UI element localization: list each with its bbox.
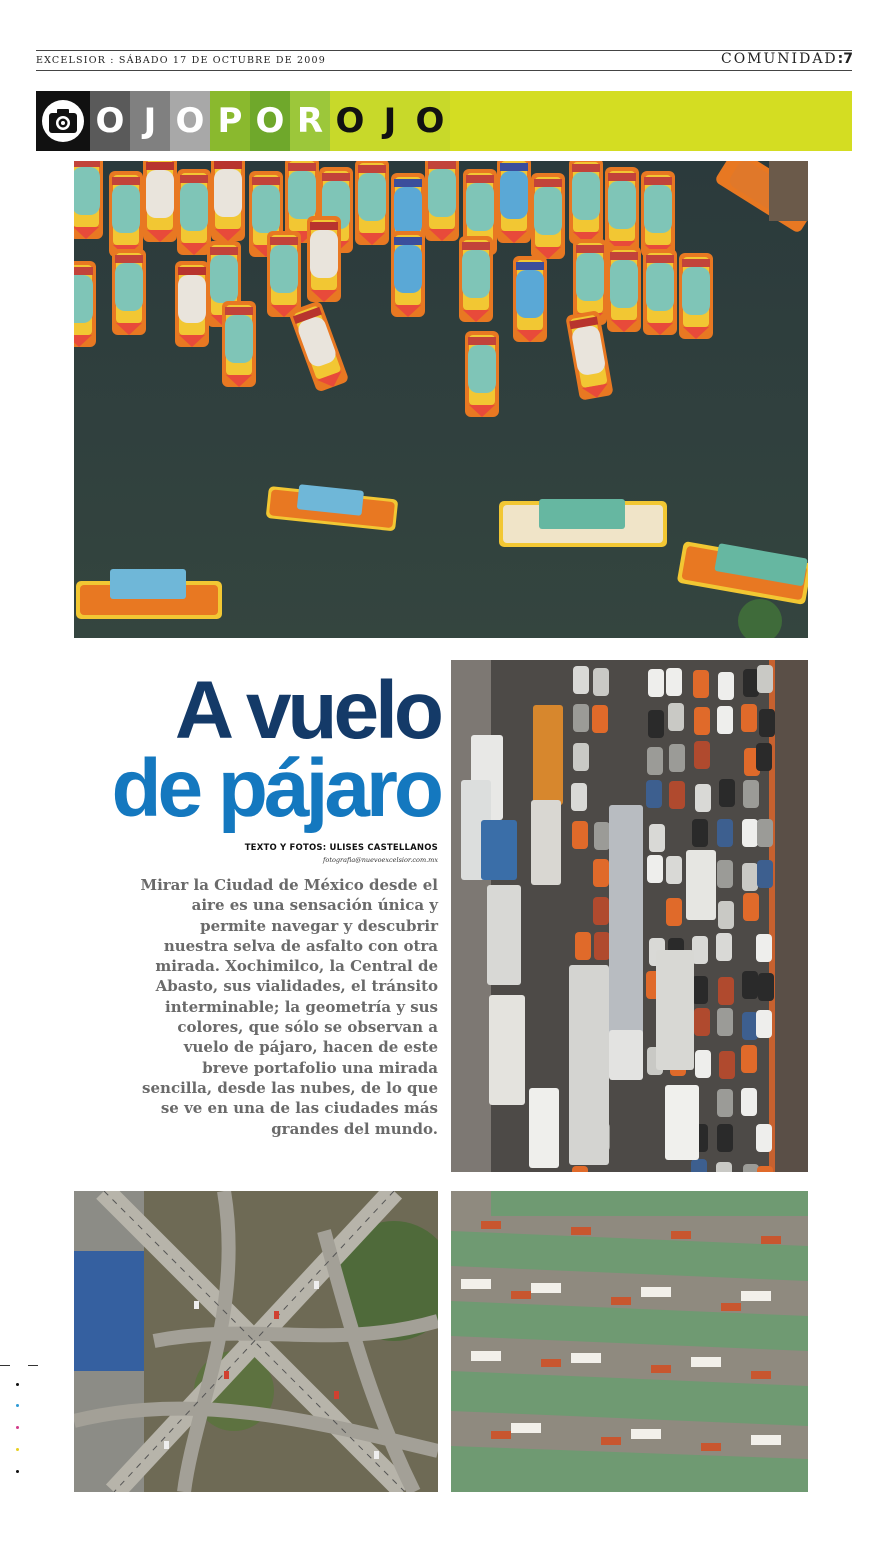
highway-interchange-photo [74,1191,438,1492]
masthead-dateline: EXCELSIOR : SÁBADO 17 DE OCTUBRE DE 2009 [36,55,327,66]
lede-paragraph: Mirar la Ciudad de México desde el aire es una sensación única y permite navegar y descubrir nuestra selva de asfalto con otra mirada. Xochimilco, la Central de Abasto, sus vialidades, el tránsito interminable; la geometría y sus colores, que sólo se observan a vuelo de pájaro, hacen de este breve portafolio una mirada sencilla, desde las nubes, de lo que se ve en una de las ciudades más grandes del mundo. [140,876,438,1138]
car [758,973,774,1001]
car [575,932,591,960]
car [646,780,662,808]
byline-email: fotografia@nuevoexcelsior.com.mx [323,856,438,864]
car [742,971,758,999]
car [648,669,664,697]
car [719,1051,735,1079]
car [593,897,609,925]
car [693,670,709,698]
car [593,859,609,887]
car [743,669,759,697]
car [573,743,589,771]
car [757,819,773,847]
car [669,781,685,809]
car [741,1088,757,1116]
car [743,893,759,921]
car [594,932,610,960]
margin-dot [16,1426,19,1429]
car [718,672,734,700]
car [573,666,589,694]
car [759,709,775,737]
car [756,743,772,771]
car [716,1162,732,1172]
car [756,1010,772,1038]
banner-letter: J [130,91,170,151]
car [592,705,608,733]
car [717,860,733,888]
car [691,1159,707,1172]
car [743,1164,759,1172]
car [572,1166,588,1172]
margin-dot [16,1470,19,1473]
car [742,863,758,891]
car [756,1124,772,1152]
car [716,933,732,961]
banner-letter: R [290,91,330,151]
car [572,821,588,849]
banner-letter: O [330,91,370,151]
car [593,668,609,696]
car [742,1012,758,1040]
car [695,784,711,812]
car [668,703,684,731]
camera-icon [36,91,90,151]
car [647,747,663,775]
car [648,710,664,738]
car [718,977,734,1005]
car [743,780,759,808]
car [757,1166,773,1172]
car [717,1124,733,1152]
margin-dot [16,1404,19,1407]
byline-credit: TEXTO Y FOTOS: ULISES CASTELLANOS [244,843,438,853]
car [594,822,610,850]
car [717,1008,733,1036]
car [666,898,682,926]
car [757,860,773,888]
car [692,976,708,1004]
headline-line-2: de pájaro [111,743,440,834]
car [718,901,734,929]
car [717,819,733,847]
car [742,819,758,847]
margin-dot [16,1383,19,1386]
car [694,1008,710,1036]
headline-line-1: A vuelo [174,665,440,756]
car [666,856,682,884]
car [757,665,773,693]
car [647,855,663,883]
car [694,707,710,735]
margin-dot [16,1448,19,1451]
traffic-jam-photo [451,660,808,1172]
page-number: :7 [837,51,853,67]
car [573,704,589,732]
banner-letter: J [370,91,410,151]
car [695,1050,711,1078]
car [692,819,708,847]
car [571,783,587,811]
section-banner [36,91,852,151]
central-de-abasto-photo [451,1191,808,1492]
banner-letter: O [170,91,210,151]
section-label: COMUNIDAD:7 [720,51,853,67]
banner-letter: P [210,91,250,151]
car [741,704,757,732]
car [717,706,733,734]
banner-letter: O [250,91,290,151]
margin-mark [0,1365,10,1366]
car [649,824,665,852]
car [669,744,685,772]
car [741,1045,757,1073]
car [666,668,682,696]
header-rule [36,70,852,71]
banner-letter: O [90,91,130,151]
car [694,741,710,769]
trajineras-xochimilco-photo [74,161,808,638]
margin-mark [28,1365,38,1366]
banner-letter: O [410,91,450,151]
car [719,779,735,807]
car [756,934,772,962]
car [717,1089,733,1117]
car [692,936,708,964]
